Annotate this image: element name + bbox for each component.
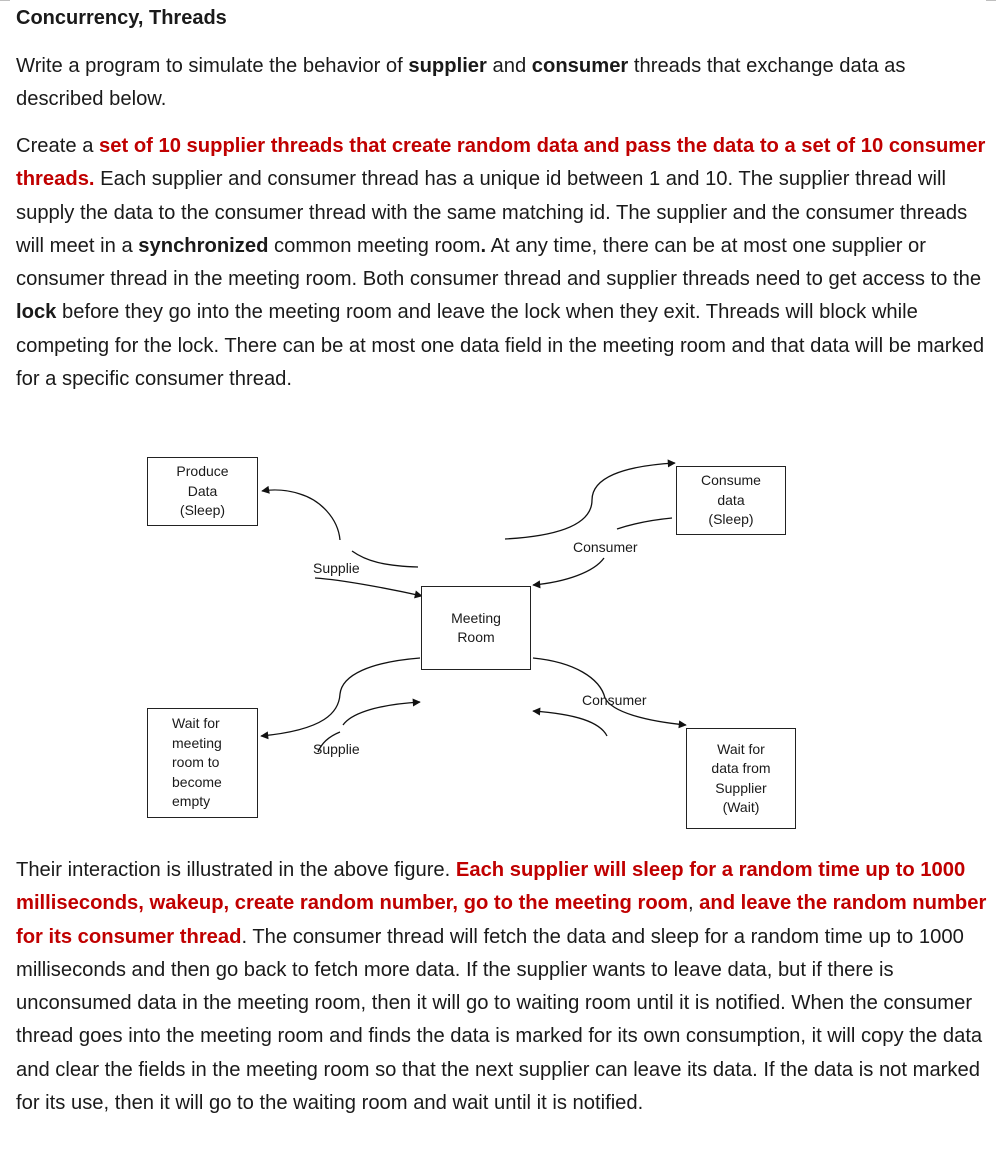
consume-box-line-1: Consume bbox=[701, 472, 761, 489]
arrow-consumer-from-meeting bbox=[505, 463, 675, 539]
label-supplie-top: Supplie bbox=[313, 560, 360, 576]
page-corner-mark-left bbox=[0, 0, 10, 1]
produce-box-line-2: Data bbox=[187, 482, 218, 499]
description-text-5: before they go into the meeting room and leave the lock when they exit. Threads will block while competing for the lock. There can be at most one data field in the meeting room and that data will be marked for a specific consumer thread. bbox=[16, 301, 985, 391]
arrow-consumer-dash bbox=[617, 518, 672, 529]
arrow-meeting-to-wait-supplier bbox=[261, 658, 420, 736]
consume-box-line-2: data bbox=[717, 491, 745, 508]
meeting-room-box bbox=[421, 586, 531, 670]
wait-data-line-3: Supplier bbox=[715, 779, 767, 796]
arrow-supplier-leave-dash bbox=[352, 551, 418, 567]
arrow-wait-consumer-to-meeting bbox=[533, 711, 607, 736]
interaction-highlight-leave: and leave the random number for its consumer thread bbox=[16, 892, 987, 948]
interaction-text-1: Their interaction is illustrated in the above figure. bbox=[16, 859, 456, 881]
description-bold-synchronized: synchronized bbox=[138, 234, 269, 257]
arrow-consumer-return-to-meeting bbox=[533, 558, 604, 585]
description-paragraph bbox=[16, 130, 992, 396]
description-bold-lock: lock bbox=[16, 301, 57, 324]
description-text-1: Create a bbox=[16, 135, 100, 157]
wait-data-line-4: (Wait) bbox=[722, 799, 760, 815]
label-consumer-bottom: Consumer bbox=[582, 692, 647, 708]
description-bold-period: . bbox=[480, 234, 487, 257]
interaction-highlight-sleep: Each supplier will sleep for a random time up to 1000 milliseconds, wakeup, create random number, go to the meeting room bbox=[16, 859, 966, 915]
description-text-3: common meeting room bbox=[268, 234, 481, 257]
label-consumer-top: Consumer bbox=[573, 539, 638, 555]
interaction-figure bbox=[0, 440, 996, 850]
wait-data-line-2: data from bbox=[711, 760, 771, 776]
page-corner-mark-right bbox=[986, 0, 996, 1]
wait-meeting-line-1: Wait for bbox=[172, 715, 220, 732]
produce-data-box bbox=[147, 457, 258, 526]
description-text-2: Each supplier and consumer thread has a unique id between 1 and 10. The supplier thread will supply the data to the consumer thread with the same matching id. The supplier and the consumer threads will meet in a bbox=[16, 168, 968, 257]
produce-box-line-3: (Sleep) bbox=[179, 502, 226, 519]
arrow-supplier-return-to-produce bbox=[262, 490, 340, 540]
intro-text-2: and bbox=[486, 55, 532, 77]
label-supplie-bottom: Supplie bbox=[313, 741, 360, 757]
produce-box-line-1: Produce bbox=[176, 463, 229, 480]
interaction-paragraph bbox=[16, 854, 992, 1120]
consume-data-box bbox=[676, 466, 786, 535]
wait-data-box bbox=[686, 728, 796, 829]
description-text-4: At any time, there can be at most one supplier or consumer thread in the meeting room. Both consumer thread and supplier threads need to get access to the bbox=[16, 234, 982, 291]
wait-meeting-room-box bbox=[147, 708, 258, 818]
intro-text-3: threads that exchange data as described below. bbox=[16, 55, 906, 111]
interaction-text-3: . The consumer thread will fetch the data and sleep for a random time up to 1000 milliseconds and then go back to fetch more data. If the supplier wants to leave data, but if there is unconsumed data in the meeting room, then it will go to waiting room until it is notified. When the consumer thread goes into the meeting room and finds the data is marked for its own consumption, it will copy the data and clear the fields in the meeting room so that the next supplier can leave its data. If the data is not marked for its use, then it will go to the waiting room and wait until it is notified. bbox=[16, 925, 983, 1115]
meeting-box-line-1: Meeting bbox=[451, 609, 501, 626]
arrow-wait-supplier-to-meeting bbox=[343, 702, 420, 725]
wait-meeting-line-4: become bbox=[172, 773, 222, 790]
section-heading: Concurrency, Threads bbox=[16, 7, 227, 29]
wait-meeting-line-2: meeting bbox=[172, 734, 222, 751]
intro-text-1: Write a program to simulate the behavior of bbox=[16, 55, 409, 77]
wait-meeting-line-3: room to bbox=[172, 754, 220, 771]
wait-data-line-1: Wait for bbox=[717, 740, 765, 757]
interaction-text-2: , bbox=[687, 892, 700, 915]
description-highlight-threads: set of 10 supplier threads that create random data and pass the data to a set of 10 consumer threads. bbox=[16, 135, 986, 191]
intro-bold-supplier: supplier bbox=[408, 55, 487, 77]
arrow-supplier-to-meeting bbox=[315, 578, 422, 596]
consume-box-line-3: (Sleep) bbox=[708, 511, 754, 528]
wait-meeting-line-5: empty bbox=[172, 793, 211, 810]
meeting-box-line-2: Room bbox=[457, 629, 495, 645]
intro-bold-consumer: consumer bbox=[531, 55, 629, 77]
intro-paragraph bbox=[16, 50, 992, 117]
